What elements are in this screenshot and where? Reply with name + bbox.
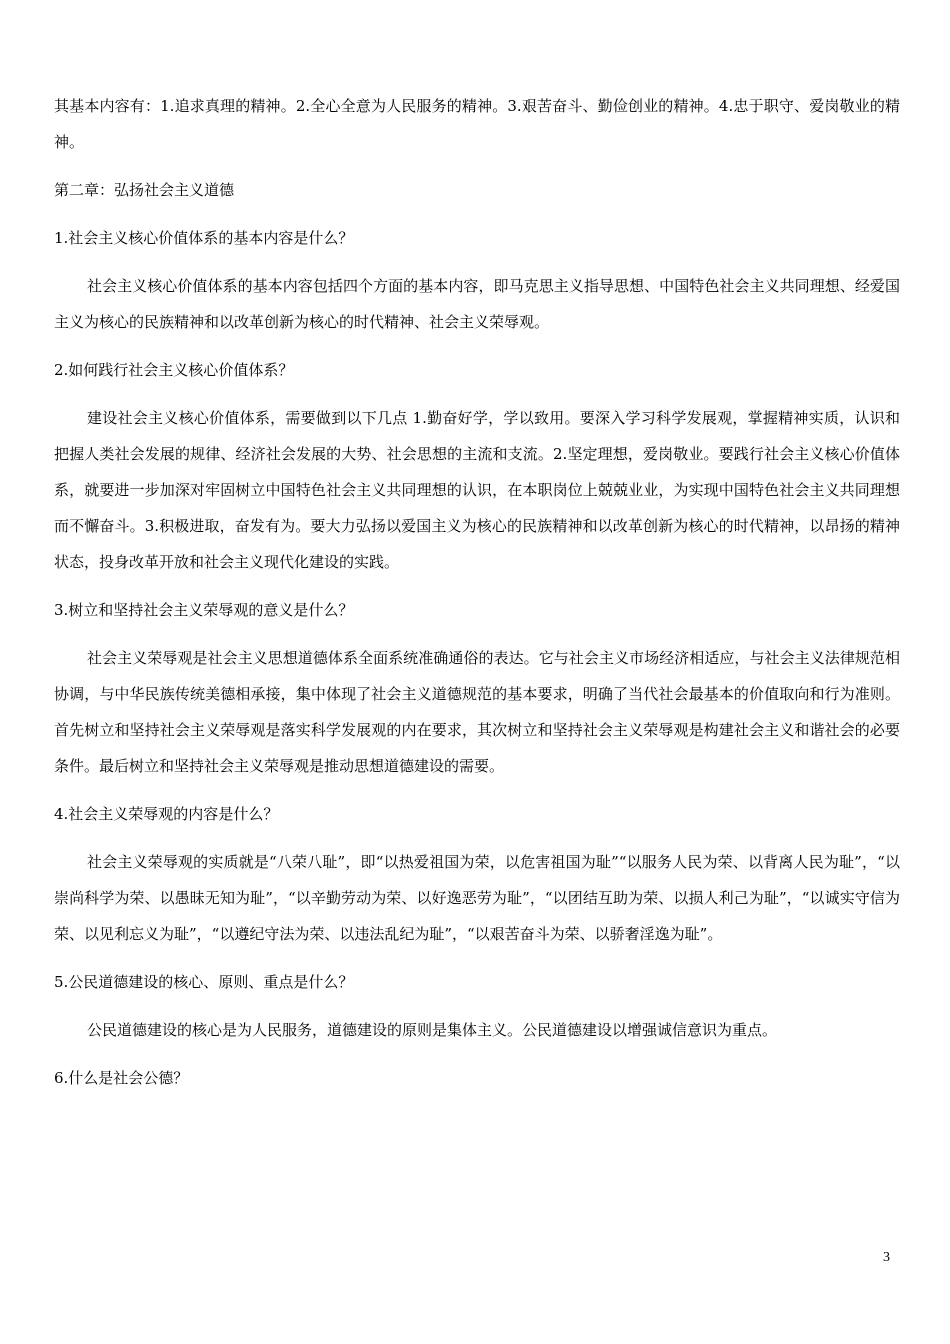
answer-5-paragraph: 公民道德建设的核心是为人民服务，道德建设的原则是集体主义。公民道德建设以增强诚信意识为重点。	[87, 1021, 778, 1039]
page-number: 3	[883, 1250, 890, 1265]
question-1-heading: 1.社会主义核心价值体系的基本内容是什么？	[54, 229, 354, 247]
answer-4-paragraph: 社会主义荣辱观的实质就是“八荣八耻”，即“以热爱祖国为荣，以危害祖国为耻”“以服务人民为荣、以背离人民为耻”，“以崇尚科学为荣、以愚昧无知为耻”，“以辛勤劳动为荣、以好逸恶劳为耻”，“以团结互助为荣、以损人利己为耻”，“以诚实守信为荣、以见利忘义为耻”，“以遵纪守法为荣、以违法乱纪为耻”，“以艰苦奋斗为荣、以骄奢淫逸为耻”。	[54, 853, 900, 943]
answer-2-paragraph: 建设社会主义核心价值体系，需要做到以下几点 1.勤奋好学，学以致用。要深入学习科学发展观，掌握精神实质，认识和把握人类社会发展的规律、经济社会发展的大势、社会思想的主流和支流。2.坚定理想，爱岗敬业。要践行社会主义核心价值体系，就要进一步加深对牢固树立中国特色社会主义共同理想的认识，在本职岗位上兢兢业业，为实现中国特色社会主义共同理想而不懈奋斗。3.积极进取，奋发有为。要大力弘扬以爱国主义为核心的民族精神和以改革创新为核心的时代精神，以昂扬的精神状态，投身改革开放和社会主义现代化建设的实践。	[54, 409, 900, 571]
question-5-heading: 5.公民道德建设的核心、原则、重点是什么？	[54, 973, 354, 991]
document-body	[54, 88, 900, 1108]
question-6-heading: 6.什么是社会公德？	[54, 1069, 189, 1087]
question-4-heading: 4.社会主义荣辱观的内容是什么？	[54, 805, 279, 823]
question-2-heading: 2.如何践行社会主义核心价值体系？	[54, 361, 294, 379]
answer-1-paragraph: 社会主义核心价值体系的基本内容包括四个方面的基本内容，即马克思主义指导思想、中国特色社会主义共同理想、经爱国主义为核心的民族精神和以改革创新为核心的时代精神、社会主义荣辱观。	[54, 277, 900, 331]
chapter-heading: 第二章：弘扬社会主义道德	[54, 181, 235, 199]
paragraph-basic-content: 其基本内容有：1.追求真理的精神。2.全心全意为人民服务的精神。3.艰苦奋斗、勤俭创业的精神。4.忠于职守、爱岗敬业的精神。	[54, 97, 900, 151]
question-3-heading: 3.树立和坚持社会主义荣辱观的意义是什么？	[54, 601, 354, 619]
answer-3-paragraph: 社会主义荣辱观是社会主义思想道德体系全面系统准确通俗的表达。它与社会主义市场经济相适应，与社会主义法律规范相协调，与中华民族传统美德相承接，集中体现了社会主义道德规范的基本要求，明确了当代社会最基本的价值取向和行为准则。首先树立和坚持社会主义荣辱观是落实科学发展观的内在要求，其次树立和坚持社会主义荣辱观是构建社会主义和谐社会的必要条件。最后树立和坚持社会主义荣辱观是推动思想道德建设的需要。	[54, 649, 900, 775]
